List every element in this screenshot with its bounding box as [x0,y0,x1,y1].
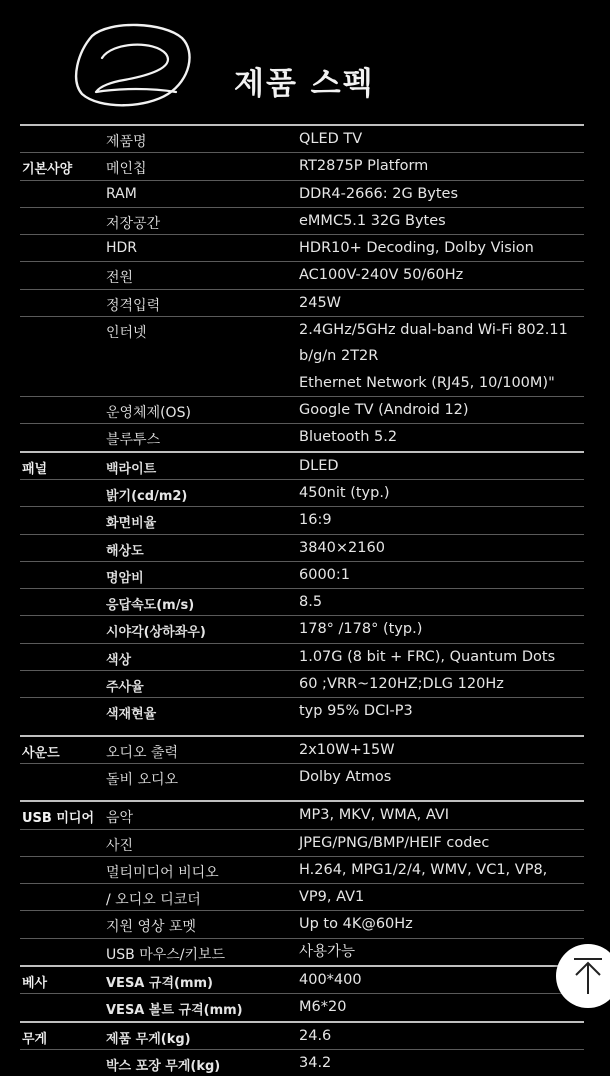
spec-value [299,317,589,396]
spec-value [299,126,589,152]
spec-value-line: QLED TV [299,131,363,147]
spec-label: 운영체제(OS) [106,405,191,422]
spec-value-line: 2.4GHz/5GHz dual-band Wi-Fi 802.11 [299,322,568,339]
spec-row [20,615,584,642]
spec-row [20,697,584,724]
section-label: 패널 [22,461,48,477]
spec-value [299,884,589,910]
section-label: 기본사양 [22,162,73,178]
page-title: 제품 스펙 [234,66,375,102]
spec-label: 색재현율 [106,707,157,723]
spec-label: 제품 무게(kg) [106,1031,191,1047]
spec-value [299,562,589,588]
spec-value-line: JPEG/PNG/BMP/HEIF codec [299,834,490,851]
spec-row [20,938,584,965]
spec-row [20,802,584,828]
spec-value [299,802,589,828]
spec-value [299,737,589,763]
spec-label: 백라이트 [106,461,157,477]
spec-row [20,289,584,316]
spec-value [299,967,589,993]
spec-value [299,911,589,937]
spec-value-line: 사용가능 [299,943,356,960]
spec-label: 지원 영상 포멧 [106,919,197,936]
spec-value [299,994,589,1020]
spec-label: 메인칩 [106,161,147,178]
spec-row [20,479,584,506]
spec-section [20,451,584,725]
spec-value [299,153,589,179]
spec-label: 시야각(상하좌우) [106,625,206,641]
spec-value-line: 1.07G (8 bit + FRC), Quantum Dots [299,648,556,665]
spec-value [299,1023,589,1049]
spec-row [20,207,584,234]
spec-value-line: typ 95% DCI-P3 [299,703,413,720]
spec-value [299,764,589,790]
spec-value [299,671,589,697]
spec-section [20,735,584,791]
spec-value [299,589,589,615]
spec-label: 주사율 [106,680,144,696]
spec-label: 제품명 [106,134,147,150]
spec-value [299,939,589,965]
spec-value [299,857,589,883]
spec-value [299,1050,589,1076]
section-label: USB 미디어 [22,811,95,827]
spec-row [20,910,584,937]
spec-label: 명암비 [106,570,144,586]
spec-label: 사진 [106,837,134,854]
spec-row [20,883,584,910]
spec-value-line: 8.5 [299,594,323,611]
spec-value-line: DDR4-2666: 2G Bytes [299,185,459,202]
spec-value-line: b/g/n 2T2R [299,348,379,365]
spec-label: HDR [106,240,138,257]
spec-row [20,588,584,615]
spec-row [20,261,584,288]
spec-row [20,561,584,588]
spec-label: 정격입력 [106,297,161,314]
spec-label: 화면비율 [106,516,157,532]
spec-row [20,829,584,856]
spec-section [20,800,584,965]
spec-row [20,180,584,207]
spec-value-line: MP3, MKV, WMA, AVI [299,807,450,824]
spec-row [20,453,584,479]
spec-label: 전원 [106,270,134,287]
spec-value [299,480,589,506]
spec-row [20,856,584,883]
spec-label: USB 마우스/키보드 [106,946,226,963]
section-label: 사운드 [22,745,60,761]
spec-label: RAM [106,185,137,202]
section-label: 무게 [22,1031,48,1047]
spec-value [299,181,589,207]
spec-label: 밝기(cd/m2) [106,488,188,504]
spec-label: 오디오 출력 [106,744,179,761]
spec-value [299,208,589,234]
spec-label: / 오디오 디코더 [106,892,201,909]
spec-value-line: 16:9 [299,512,332,529]
spec-row [20,670,584,697]
spec-value-line: 3840×2160 [299,539,385,556]
spec-label: 색상 [106,652,132,668]
spec-label: 응답속도(m/s) [106,598,195,614]
spec-value-line: VP9, AV1 [299,889,365,906]
spec-label: 멀티미디어 비디오 [106,864,219,881]
spec-section [20,1021,584,1076]
spec-row [20,316,584,396]
spec-value-line: RT2875P Platform [299,158,429,175]
spec-value [299,235,589,261]
spec-value [299,262,589,288]
spec-row [20,1023,584,1049]
spec-value-line: Dolby Atmos [299,768,392,785]
spec-section [20,124,584,451]
spec-value [299,830,589,856]
spec-row [20,737,584,763]
spec-row [20,967,584,993]
handwritten-number-2-icon [72,18,198,110]
spec-row [20,396,584,423]
spec-value-line: Up to 4K@60Hz [299,916,413,933]
spec-value [299,507,589,533]
spec-value-line: 34.2 [299,1054,332,1071]
spec-value-line: 245W [299,294,342,311]
spec-row [20,1049,584,1076]
spec-row [20,506,584,533]
spec-table [20,124,584,1076]
spec-value-line: eMMC5.1 32G Bytes [299,212,446,229]
spec-row [20,643,584,670]
spec-value [299,290,589,316]
spec-value [299,424,589,450]
spec-label: VESA 규격(mm) [106,976,213,992]
section-label: 베사 [22,976,48,992]
spec-row [20,763,584,790]
spec-row [20,993,584,1020]
spec-value-line: 2x10W+15W [299,741,395,758]
spec-value-line: DLED [299,457,339,474]
spec-value-line: 60 ;VRR~120HZ;DLG 120Hz [299,676,504,693]
spec-label: 박스 포장 무게(kg) [106,1058,221,1074]
spec-row [20,534,584,561]
spec-value-line: 400*400 [299,972,362,989]
spec-row [20,152,584,179]
spec-value [299,453,589,479]
spec-value-line: 450nit (typ.) [299,484,390,501]
spec-value [299,535,589,561]
spec-value-line: H.264, MPG1/2/4, WMV, VC1, VP8, [299,861,548,878]
spec-label: VESA 볼트 규격(mm) [106,1003,243,1019]
spec-value [299,397,589,423]
spec-label: 블루투스 [106,432,161,449]
spec-section [20,965,584,1021]
spec-row [20,234,584,261]
spec-label: 인터넷 [106,325,147,342]
arrow-up-icon [573,957,603,995]
spec-value-line: 178° /178° (typ.) [299,621,423,638]
spec-value-line: HDR10+ Decoding, Dolby Vision [299,240,534,257]
spec-label: 해상도 [106,543,144,559]
spec-value-line: M6*20 [299,999,347,1016]
spec-value-line: Google TV (Android 12) [299,402,469,419]
spec-label: 저장공간 [106,215,161,232]
spec-label: 돌비 오디오 [106,771,179,788]
spec-value [299,616,589,642]
spec-label: 음악 [106,810,134,827]
spec-value-line: AC100V-240V 50/60Hz [299,267,464,284]
spec-value-line: Bluetooth 5.2 [299,429,398,446]
spec-value [299,644,589,670]
spec-row [20,126,584,152]
spec-value [299,698,589,724]
spec-value-line: Ethernet Network (RJ45, 10/100M)" [299,374,555,391]
spec-value-line: 6000:1 [299,566,351,583]
spec-value-line: 24.6 [299,1027,332,1044]
spec-row [20,423,584,450]
